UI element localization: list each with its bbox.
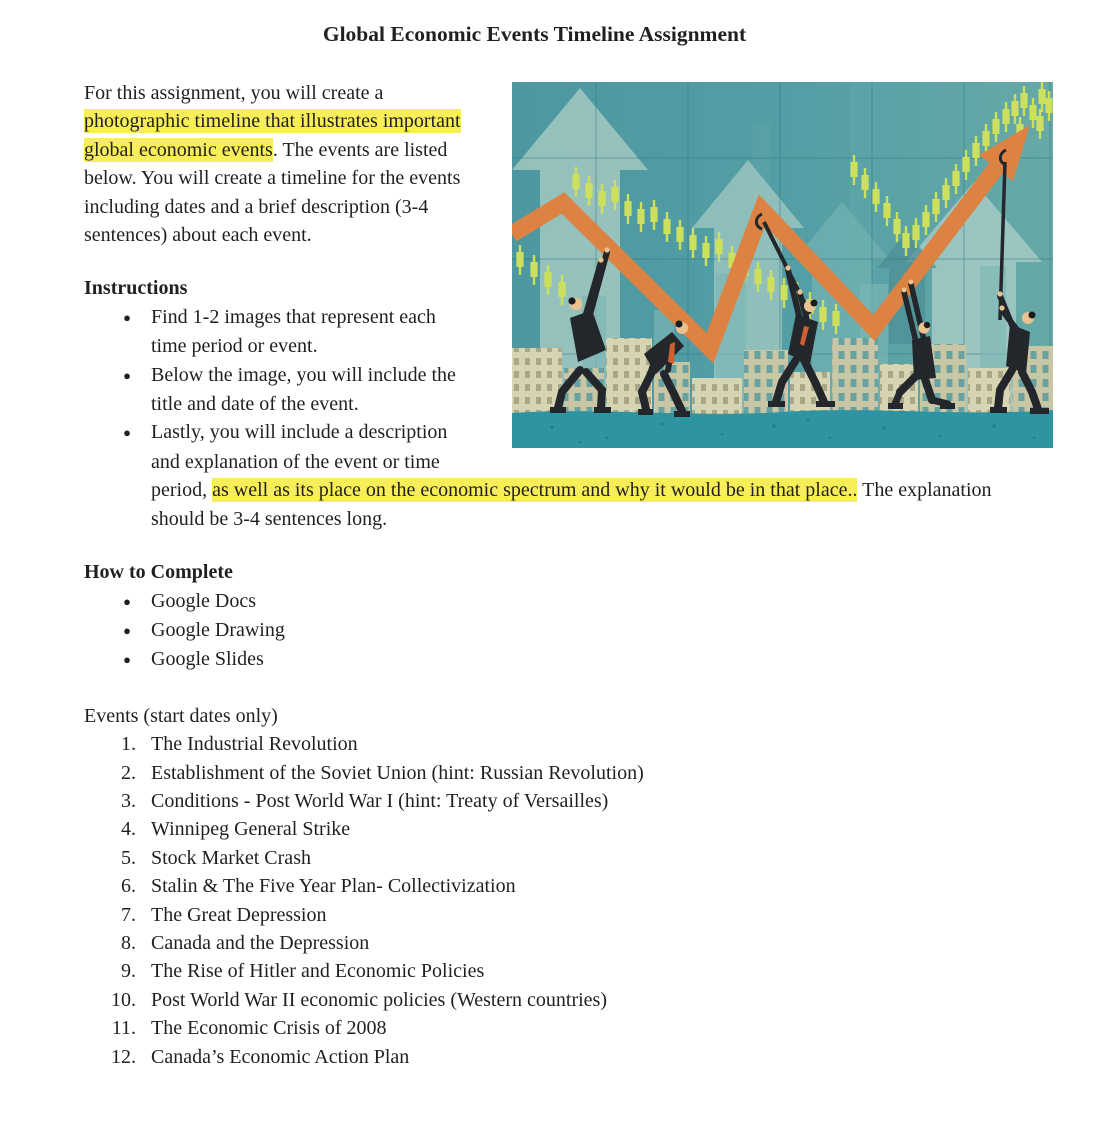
intro-text-post: . The events are listed below. You will create a timeline for the events including dates and a brief description (3-4 sentences) about each event. <box>84 138 461 247</box>
events-list <box>84 730 1053 1071</box>
list-item: The Industrial Revolution <box>151 733 358 756</box>
list-item <box>84 587 1053 616</box>
bullet-text: Below the image, you will include the title and date of the event. <box>151 363 456 416</box>
bullet-text: Google Docs <box>151 589 256 612</box>
list-item: Canada and the Depression <box>151 931 370 954</box>
events-heading: Events (start dates only) <box>84 704 278 727</box>
highlighted-text: photographic timeline that illustrates important global economic events <box>84 110 461 161</box>
list-item: Stalin & The Five Year Plan- Collectivization <box>151 875 516 898</box>
list-item: Post World War II economic policies (Western countries) <box>151 988 607 1011</box>
list-item <box>84 616 1053 645</box>
bullet-text-post: The explanation should be 3-4 sentences long. <box>151 479 992 530</box>
list-item: Winnipeg General Strike <box>151 818 351 841</box>
bullet-text: Google Drawing <box>151 618 285 641</box>
instructions-heading: Instructions <box>84 277 188 300</box>
economy-teamwork-illustration <box>512 82 1053 448</box>
list-item: Stock Market Crash <box>151 846 311 869</box>
page-title: Global Economic Events Timeline Assignment <box>322 22 747 46</box>
list-item: The Economic Crisis of 2008 <box>151 1017 387 1040</box>
list-item: The Rise of Hitler and Economic Policies <box>151 960 485 983</box>
list-item: The Great Depression <box>151 903 327 926</box>
intro-text-pre: For this assignment, you will create a <box>84 82 384 104</box>
how-to-complete-list <box>84 587 1053 675</box>
bullet-text-pre: Lastly, you will include a description and explanation of the event or time period, <box>151 421 448 502</box>
bullet-text: Find 1-2 images that represent each time period or event. <box>151 305 436 358</box>
list-item: Conditions - Post World War I (hint: Treaty of Versailles) <box>151 789 609 812</box>
list-item: Canada’s Economic Action Plan <box>151 1045 410 1068</box>
list-item: Establishment of the Soviet Union (hint: Russian Revolution) <box>151 761 644 784</box>
list-item <box>84 645 1053 674</box>
bullet-text: Google Slides <box>151 648 264 671</box>
how-to-complete-heading: How to Complete <box>84 561 233 584</box>
stock-chart-artwork <box>512 82 1053 448</box>
highlighted-text: as well as its place on the economic spectrum and why it would be in that place.. <box>212 479 858 502</box>
